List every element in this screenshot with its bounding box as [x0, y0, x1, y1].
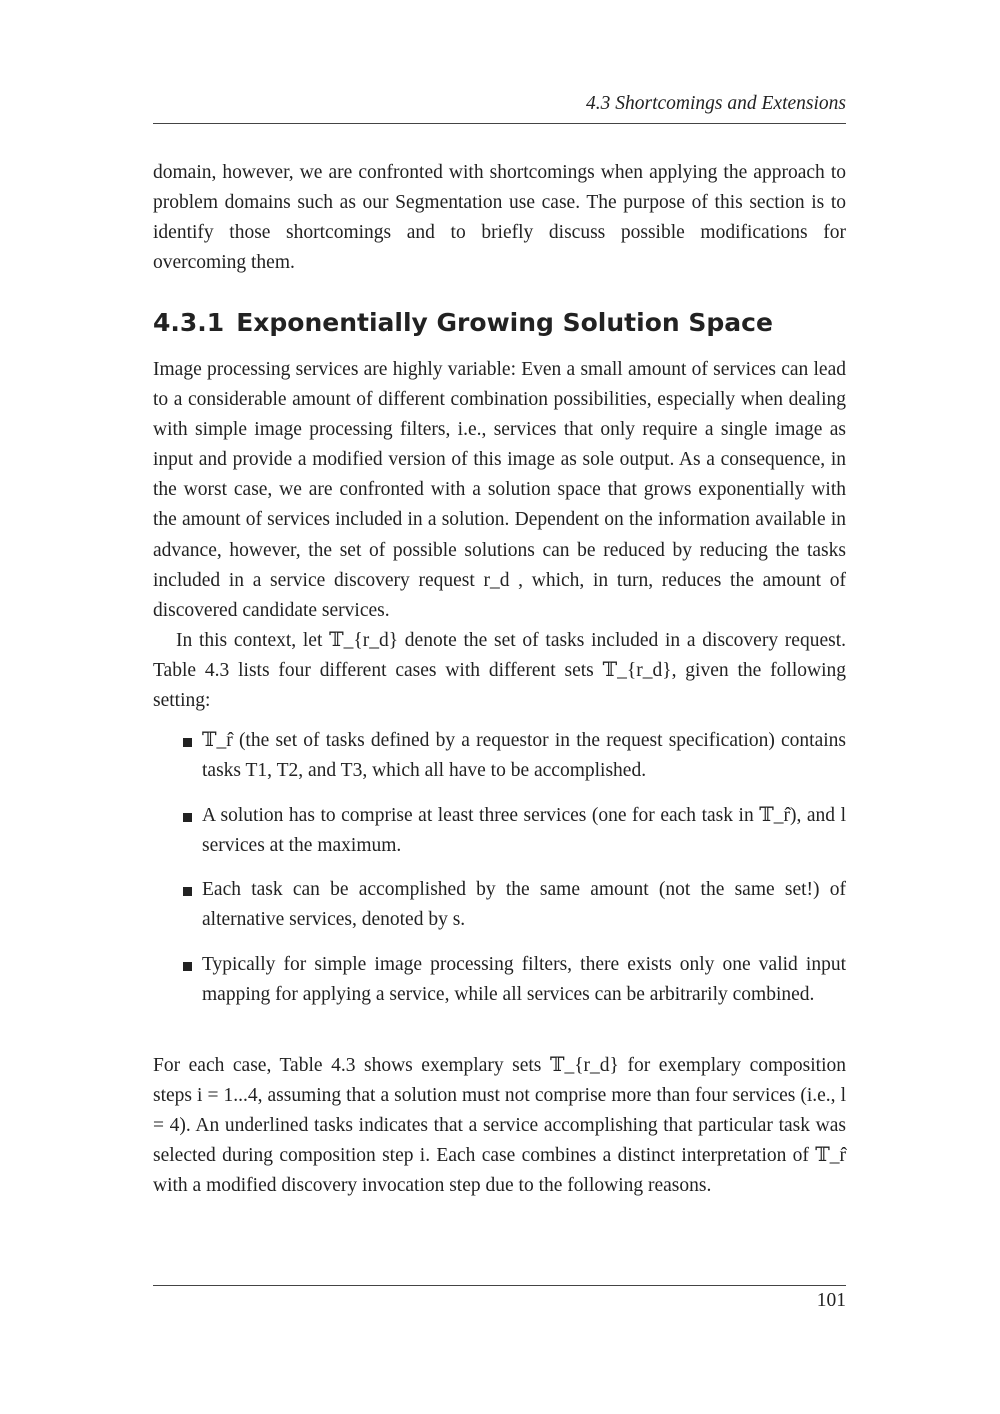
body-paragraph-1: Image processing services are highly variable: Even a small amount of services can lead to a considerable amount of different combination possibilities, especially when dealing with simple image processing filters, i.e., services that only require a single image as input and provide a modified version of this image as sole output. As a consequence, in the worst case, we are confronted with a solution space that grows exponentially with the amount of services included in a solution. Dependent on the information available in advance, however, the set of possible solutions can be reduced by reducing the tasks included in a service discovery request r_d , which, in turn, reduces the amount of discovered candidate services.: [153, 359, 846, 621]
bullet-text: Typically for simple image processing filters, there exists only one valid input mapping for applying a service, while all services can be arbitrarily combined.: [202, 954, 846, 1006]
bullet-item: [153, 801, 846, 861]
section-number: 4.3.1: [153, 308, 225, 337]
bullet-text: Each task can be accomplished by the same amount (not the same set!) of alternative services, denoted by s.: [202, 879, 846, 931]
square-bullet-icon: [183, 962, 192, 971]
square-bullet-icon: [183, 887, 192, 896]
section-title: Exponentially Growing Solution Space: [236, 308, 773, 337]
bullet-item: [153, 726, 846, 786]
square-bullet-icon: [183, 738, 192, 747]
page-footer: [153, 1285, 846, 1312]
bullet-item: [153, 875, 846, 935]
section-heading: [153, 308, 773, 337]
bullet-text: A solution has to comprise at least three services (one for each task in 𝕋_r̂), and l services at the maximum.: [202, 804, 846, 856]
running-title: 4.3 Shortcomings and Extensions: [586, 93, 846, 114]
settings-bullet-list: [153, 726, 846, 1025]
intro-paragraph: domain, however, we are confronted with shortcomings when applying the approach to problem domains such as our Segmentation use case. The purpose of this section is to identify those shortcomings and to briefly discuss possible modifications for overcoming them.: [153, 162, 846, 274]
body-paragraph-3: For each case, Table 4.3 shows exemplary sets 𝕋_{r_d} for exemplary composition steps i = 1...4, assuming that a solution must not comprise more than four services (i.e., l = 4). An underlined tasks indicates that a service accomplishing that particular task was selected during composition step i. Each case combines a distinct interpretation of 𝕋_r̂ with a modified discovery invocation step due to the following reasons.: [153, 1055, 846, 1197]
body-paragraph-2: In this context, let 𝕋_{r_d} denote the set of tasks included in a discovery request. Table 4.3 lists four different cases with different sets 𝕋_{r_d}, given the following setting:: [153, 630, 846, 712]
running-header: [153, 93, 846, 124]
square-bullet-icon: [183, 813, 192, 822]
page-number: 101: [816, 1290, 846, 1311]
bullet-item: [153, 950, 846, 1010]
bullet-text: 𝕋_r̂ (the set of tasks defined by a requestor in the request specification) contains tasks T1, T2, and T3, which all have to be accomplished.: [202, 730, 846, 782]
